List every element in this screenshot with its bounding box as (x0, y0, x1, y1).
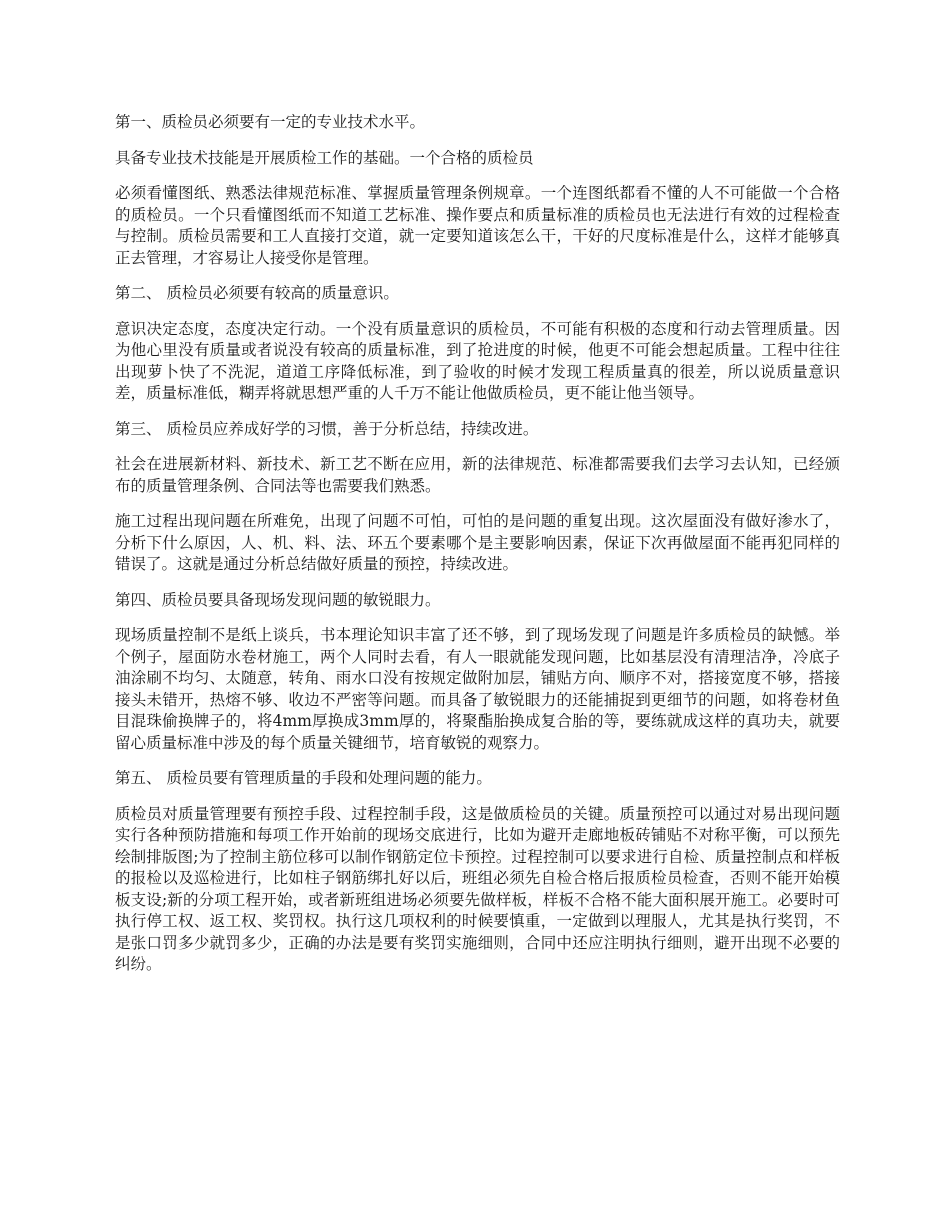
section-5-heading: 第五、 质检员要有管理质量的手段和处理问题的能力。 (115, 769, 492, 787)
paragraph: 社会在进展新材料、新技术、新工艺不断在应用，新的法律规范、标准都需要我们去学习去认知，已经颁布的质量管理条例、合同法等也需要我们熟悉。 (115, 455, 840, 495)
document-body (115, 112, 840, 990)
section-2-heading: 第二、 质检员必须要有较高的质量意识。 (115, 284, 399, 302)
paragraph: 质检员对质量管理要有预控手段、过程控制手段，这是做质检员的关键。质量预控可以通过对易出现问题实行各种预防措施和每项工作开始前的现场交底进行，比如为避开走廊地板砖铺贴不对称平衡，可以预先绘制排版图;为了控制主筋位移可以制作钢筋定位卡预控。过程控制可以要求进行自检、质量控制点和样板的报检以及巡检进行，比如柱子钢筋绑扎好以后，班组必须先自检合格后报质检员检查，否则不能开始模板支设;新的分项工程开始，或者新班组进场必须要先做样板，样板不合格不能大面积展开施工。必要时可执行停工权、返工权、奖罚权。执行这几项权利的时候要慎重，一定做到以理服人，尤其是执行奖罚，不是张口罚多少就罚多少，正确的办法是要有奖罚实施细则，合同中还应注明执行细则，避开出现不必要的纠纷。 (115, 804, 840, 973)
paragraph: 施工过程出现问题在所难免，出现了问题不可怕，可怕的是问题的重复出现。这次屋面没有做好渗水了，分析下什么原因，人、机、料、法、环五个要素哪个是主要影响因素，保证下次再做屋面不能再犯同样的错误了。这就是通过分析总结做好质量的预控，持续改进。 (115, 512, 840, 573)
paragraph: 具备专业技术技能是开展质检工作的基础。一个合格的质检员 (115, 148, 534, 167)
section-1-heading: 第一、质检员必须要有一定的专业技术水平。 (115, 113, 426, 131)
paragraph: 必须看懂图纸、熟悉法律规范标准、掌握质量管理条例规章。一个连图纸都看不懂的人不可能做一个合格的质检员。一个只看懂图纸而不知道工艺标准、操作要点和质量标准的质检员也无法进行有效的过程检查与控制。质检员需要和工人直接打交道，就一定要知道该怎么干，干好的尺度标准是什么，这样才能够真正去管理，才容易让人接受你是管理。 (115, 184, 840, 267)
section-3-heading: 第三、 质检员应养成好学的习惯，善于分析总结，持续改进。 (115, 419, 539, 438)
paragraph: 意识决定态度，态度决定行动。一个没有质量意识的质检员，不可能有积极的态度和行动去管理质量。因为他心里没有质量或者说没有较高的质量标准，到了抢进度的时候，他更不可能会想起质量。工程中往往出现萝卜快了不洗泥，道道工序降低标准，到了验收的时候才发现工程质量真的很差，所以说质量意识差，质量标准低，糊弄将就思想严重的人千万不能让他做质检员，更不能让他当领导。 (115, 319, 840, 402)
section-4-heading: 第四、质检员要具备现场发现问题的敏锐眼力。 (115, 590, 441, 609)
paragraph: 现场质量控制不是纸上谈兵，书本理论知识丰富了还不够，到了现场发现了问题是许多质检员的缺憾。举个例子，屋面防水卷材施工，两个人同时去看，有人一眼就能发现问题，比如基层没有清理洁净，冷底子油涂刷不均匀、太随意，转角、雨水口没有按规定做附加层，铺贴方向、顺序不对，搭接宽度不够，搭接接头未错开，热熔不够、收边不严密等问题。而具备了敏锐眼力的还能捕捉到更细节的问题，如将卷材鱼目混珠偷换牌子的，将4mm厚换成3mm厚的，将聚酯胎换成复合胎的等，要练就成这样的真功夫，就要留心质量标准中涉及的每个质量关键细节，培育敏锐的观察力。 (115, 626, 840, 752)
